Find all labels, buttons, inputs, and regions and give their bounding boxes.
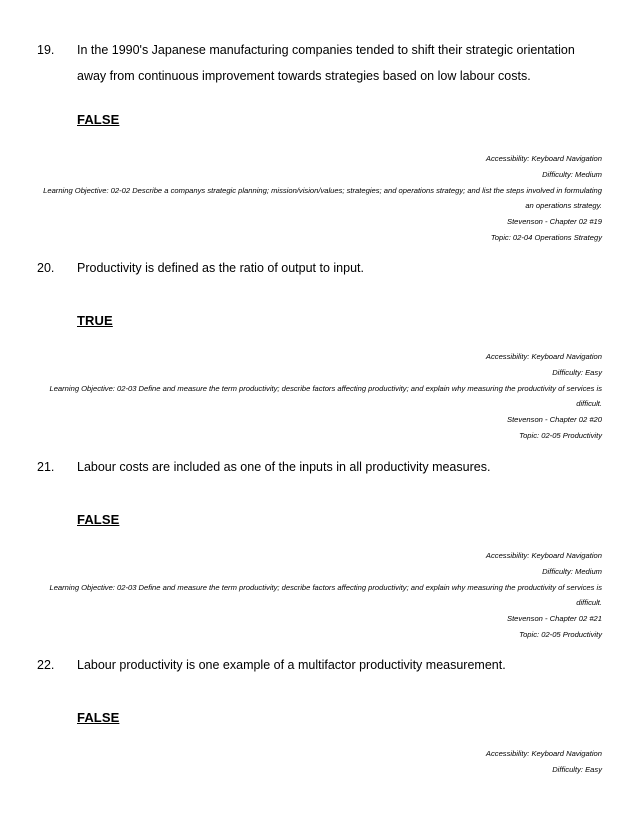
answer-label: FALSE [77,512,120,527]
question-metadata [36,349,602,444]
difficulty-tag: Difficulty: Easy [552,367,602,377]
source-reference: Stevenson - Chapter 02 #21 [507,614,602,624]
question-number: 20. [37,261,55,275]
difficulty-tag: Difficulty: Medium [542,566,602,576]
source-reference: Stevenson - Chapter 02 #19 [507,217,602,227]
accessibility-tag: Accessibility: Keyboard Navigation [485,749,602,758]
learning-objective: Learning Objective: 02-03 Define and measure the term productivity; describe factors affecting productivity; and explain why measuring the productivity of services is difficult. [49,582,602,608]
question-text: In the 1990's Japanese manufacturing companies tended to shift their strategic orientation away from continuous improvement towards strategies based on low labour costs. [77,43,575,83]
question-text: Productivity is defined as the ratio of output to input. [77,261,364,275]
accessibility-tag: Accessibility: Keyboard Navigation [485,551,602,560]
topic-tag: Topic: 02-04 Operations Strategy [490,232,602,242]
question-number: 22. [37,658,55,672]
answer-label: FALSE [77,112,120,127]
accessibility-tag: Accessibility: Keyboard Navigation [485,352,602,361]
answer-label: FALSE [77,710,120,725]
topic-tag: Topic: 02-05 Productivity [519,430,602,440]
difficulty-tag: Difficulty: Easy [552,764,602,774]
answer-label: TRUE [77,313,113,328]
learning-objective: Learning Objective: 02-02 Describe a companys strategic planning; mission/vision/values; strategies; and operations strategy; and list the steps involved in formulating an operations strategy. [43,185,602,211]
learning-objective: Learning Objective: 02-03 Define and measure the term productivity; describe factors affecting productivity; and explain why measuring the productivity of services is difficult. [49,383,602,409]
question-text: Labour costs are included as one of the inputs in all productivity measures. [77,460,491,474]
question-number: 21. [37,460,55,474]
question-metadata [36,151,602,246]
question-metadata [36,548,602,643]
accessibility-tag: Accessibility: Keyboard Navigation [485,154,602,163]
difficulty-tag: Difficulty: Medium [542,169,602,179]
source-reference: Stevenson - Chapter 02 #20 [507,415,602,425]
question-text: Labour productivity is one example of a multifactor productivity measurement. [77,658,506,672]
question-number: 19. [37,43,55,57]
question-metadata [486,746,602,778]
topic-tag: Topic: 02-05 Productivity [519,629,602,639]
